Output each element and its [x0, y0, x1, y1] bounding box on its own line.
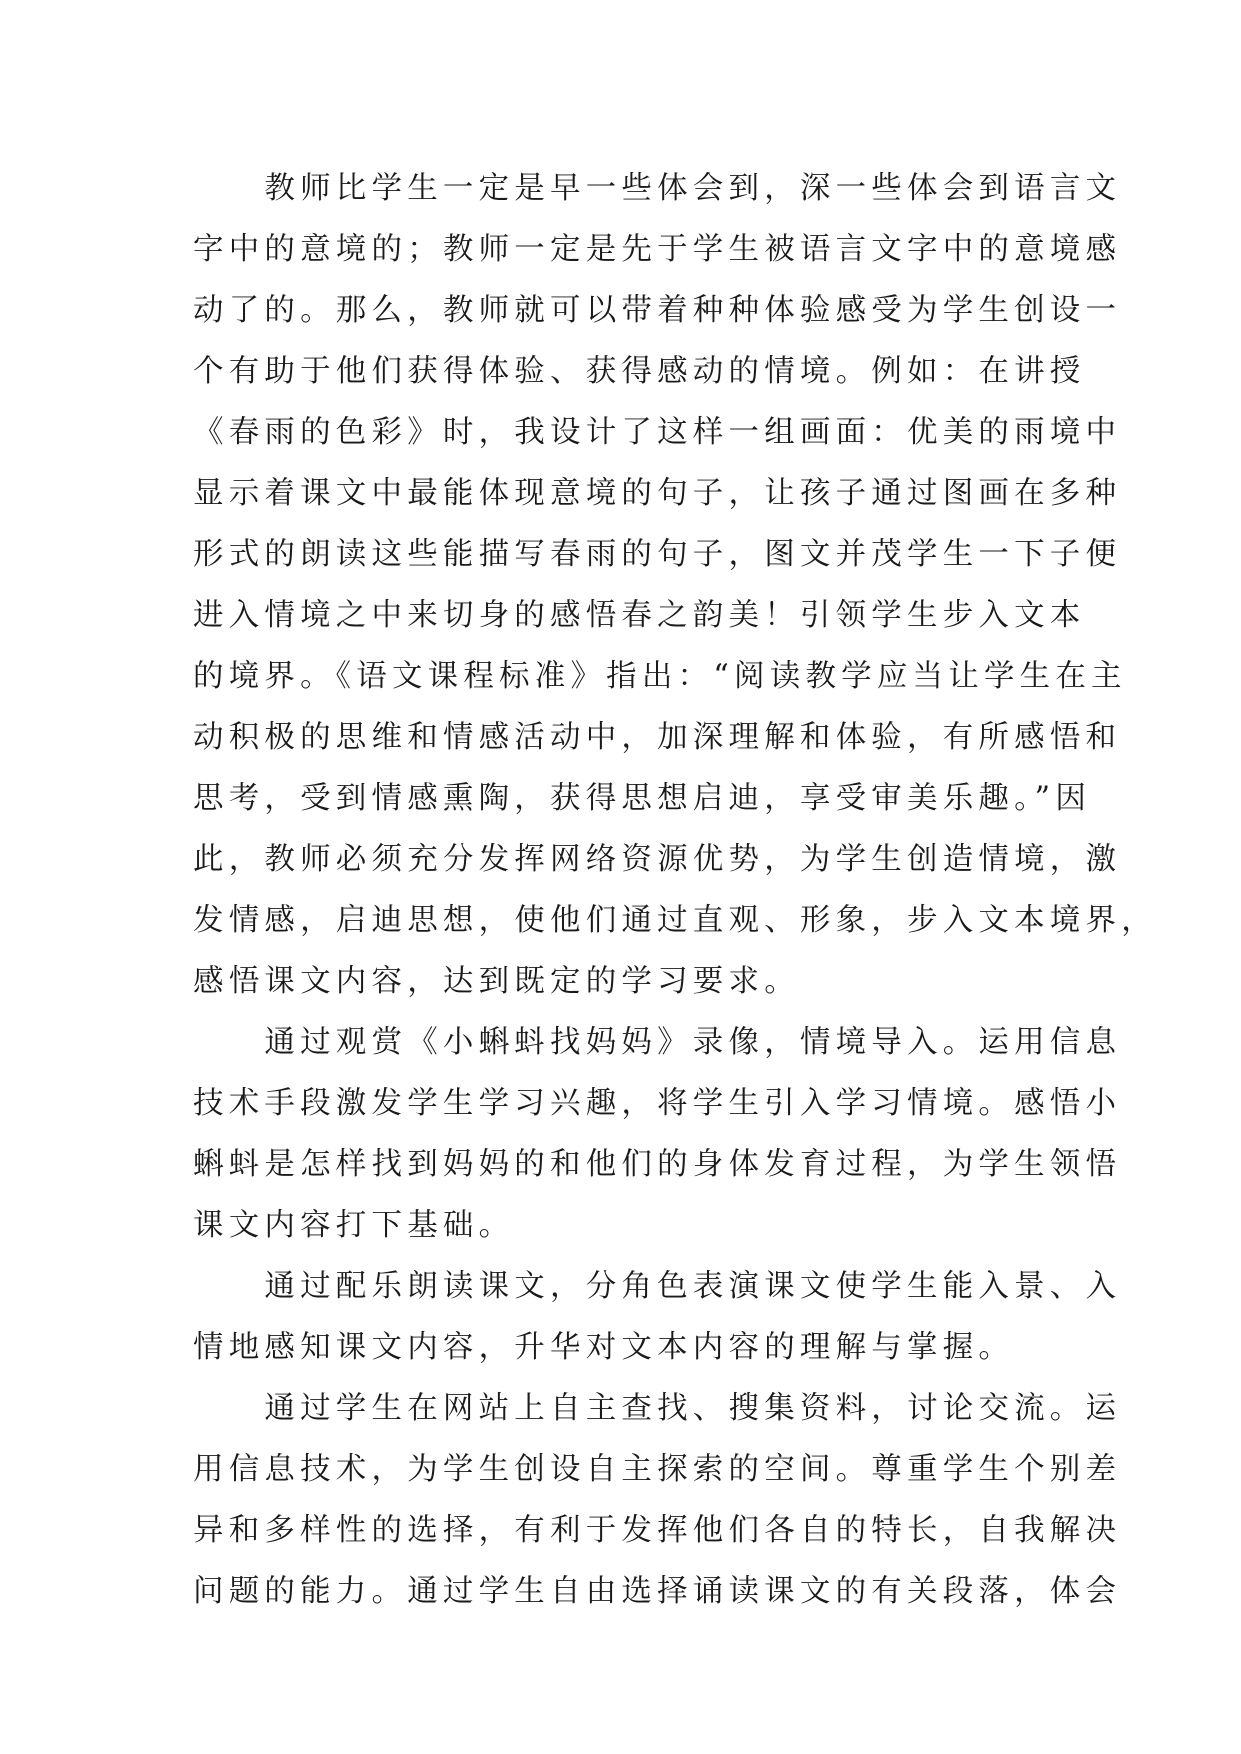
text-line: 《春雨的色彩》时，我设计了这样一组画面：优美的雨境中: [193, 415, 1122, 450]
text-line: 通过观赏《小蝌蚪找妈妈》录像，情境导入。运用信息: [193, 1025, 1122, 1060]
paragraph-4: [193, 1378, 1122, 1622]
text-line: 显示着课文中最能体现意境的句子，让孩子通过图画在多种: [193, 476, 1122, 511]
text-line: 进入情境之中来切身的感悟春之韵美！引领学生步入文本: [193, 598, 1086, 633]
text-line: 情地感知课文内容，升华对文本内容的理解与掌握。: [193, 1330, 1015, 1365]
text-line: 问题的能力。通过学生自由选择诵读课文的有关段落，体会: [193, 1574, 1122, 1609]
text-line: 教师比学生一定是早一些体会到，深一些体会到语言文: [193, 171, 1122, 206]
text-line: 此，教师必须充分发挥网络资源优势，为学生创造情境，激: [193, 842, 1122, 877]
text-line: 形式的朗读这些能描写春雨的句子，图文并茂学生一下子便: [193, 537, 1122, 572]
text-line: 通过学生在网站上自主查找、搜集资料，讨论交流。运: [193, 1391, 1122, 1426]
text-line: 蝌蚪是怎样找到妈妈的和他们的身体发育过程，为学生领悟: [193, 1147, 1122, 1182]
paragraph-1: [193, 158, 1157, 1012]
text-line: 异和多样性的选择，有利于发挥他们各自的特长，自我解决: [193, 1513, 1122, 1548]
text-line: 思考，受到情感熏陶，获得思想启迪，享受审美乐趣。”因: [193, 781, 1092, 816]
text-line: 发情感，启迪思想，使他们通过直观、形象，步入文本境界，: [193, 903, 1157, 938]
text-line: 字中的意境的；教师一定是先于学生被语言文字中的意境感: [193, 232, 1122, 267]
text-line: 个有助于他们获得体验、获得感动的情境。例如：在讲授: [193, 354, 1086, 389]
text-line: 课文内容打下基础。: [193, 1208, 515, 1243]
text-line: 用信息技术，为学生创设自主探索的空间。尊重学生个别差: [193, 1452, 1122, 1487]
paragraph-2: [193, 1012, 1122, 1256]
text-line: 动了的。那么，教师就可以带着种种体验感受为学生创设一: [193, 293, 1122, 328]
body-text: [193, 158, 1157, 1622]
text-line: 动积极的思维和情感活动中，加深理解和体验，有所感悟和: [193, 720, 1122, 755]
paragraph-3: [193, 1256, 1122, 1378]
text-line: 技术手段激发学生学习兴趣，将学生引入学习情境。感悟小: [193, 1086, 1122, 1121]
text-line: 的境界。《语文课程标准》指出：“阅读教学应当让学生在主: [193, 659, 1127, 694]
text-line: 通过配乐朗读课文，分角色表演课文使学生能入景、入: [193, 1269, 1122, 1304]
text-line: 感悟课文内容，达到既定的学习要求。: [193, 964, 800, 999]
